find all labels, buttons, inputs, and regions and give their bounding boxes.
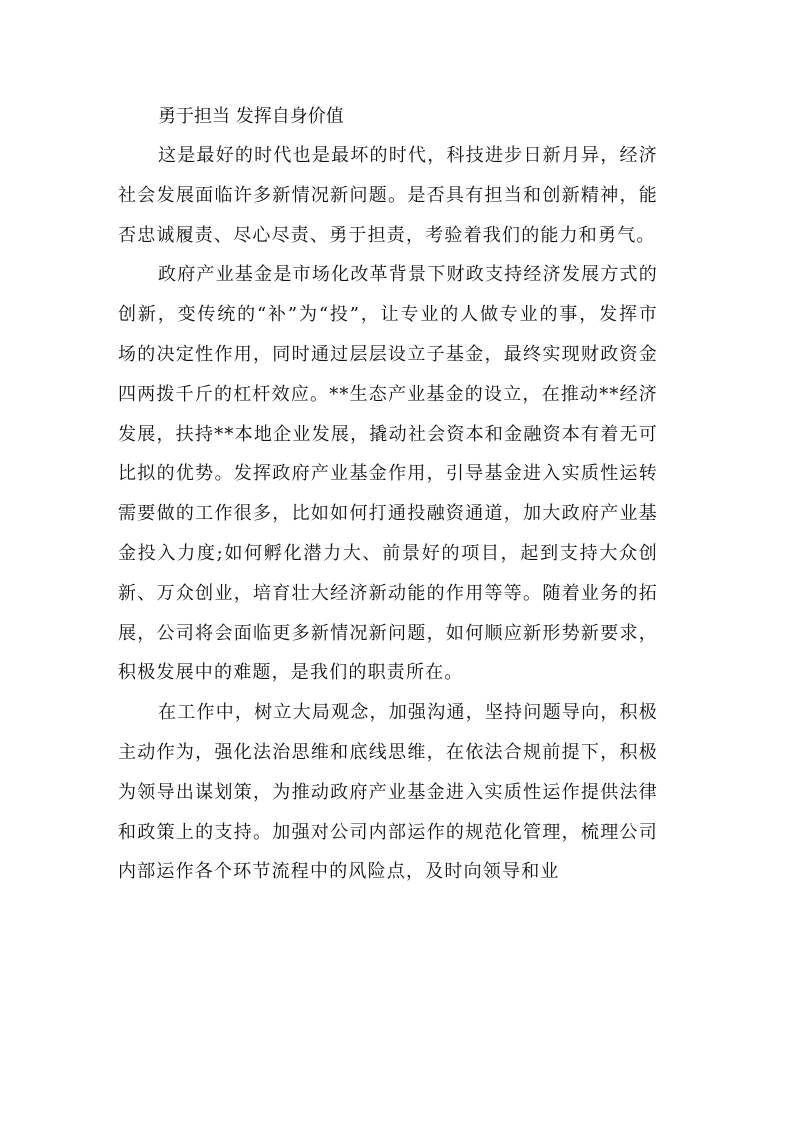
document-title: 勇于担当 发挥自身价值 [158, 106, 344, 127]
paragraph-2: 政府产业基金是市场化改革背景下财政支持经济发展方式的创新，变传统的“补”为“投”，让专业的人做专业的事，发挥市场的决定性作用，同时通过层层设立子基金，最终实现财政资金四两拨千斤的杠杆效应。**生态产业基金的设立，在推动**经济发展，扶持**本地企业发展，撬动社会资本和金融资本有着无可比拟的优势。发挥政府产业基金作用，引导基金进入实质性运转需要做的工作很多，比如如何打通投融资通道，加大政府产业基金投入力度;如何孵化潜力大、前景好的项目，起到支持大众创新、万众创业，培育壮大经济新动能的作用等等。随着业务的拓展，公司将会面临更多新情况新问题，如何顺应新形势新要求，积极发展中的难题，是我们的职责所在。 [118, 264, 658, 684]
document-body [118, 97, 658, 892]
paragraph-3: 在工作中，树立大局观念，加强沟通，坚持问题导向，积极主动作为，强化法治思维和底线思维，在依法合规前提下，积极为领导出谋划策，为推动政府产业基金进入实质性运作提供法律和政策上的支持。加强对公司内部运作的规范化管理，梳理公司内部运作各个环节流程中的风险点，及时向领导和业 [118, 702, 658, 883]
paragraph-1: 这是最好的时代也是最坏的时代，科技进步日新月异，经济社会发展面临许多新情况新问题。是否具有担当和创新精神，能否忠诚履责、尽心尽责、勇于担责，考验着我们的能力和勇气。 [118, 145, 658, 246]
